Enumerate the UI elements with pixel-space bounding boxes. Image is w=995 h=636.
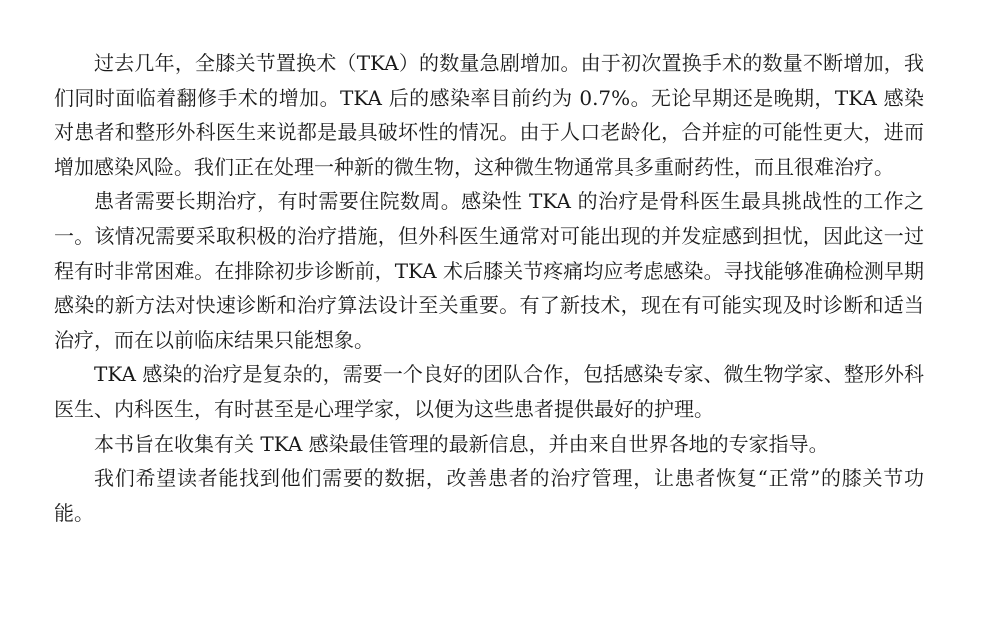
paragraph-1: 过去几年，全膝关节置换术（TKA）的数量急剧增加。由于初次置换手术的数量不断增加，我们同时面临着翻修手术的增加。TKA 后的感染率目前约为 0.7%。无论早期还是晚期，TKA 感染对患者和整形外科医生来说都是最具破坏性的情况。由于人口老龄化，合并症的可能性更大，进而增加感染风险。我们正在处理一种新的微生物，这种微生物通常具多重耐药性，而且很难治疗。 (54, 51, 924, 179)
paragraph-3: TKA 感染的治疗是复杂的，需要一个良好的团队合作，包括感染专家、微生物学家、整形外科医生、内科医生，有时甚至是心理学家，以便为这些患者提供最好的护理。 (54, 362, 924, 421)
body-text (54, 46, 924, 530)
paragraph-5: 我们希望读者能找到他们需要的数据，改善患者的治疗管理，让患者恢复“正常”的膝关节功能。 (54, 466, 924, 525)
paragraph-4: 本书旨在收集有关 TKA 感染最佳管理的最新信息，并由来自世界各地的专家指导。 (94, 431, 829, 456)
paragraph-2: 患者需要长期治疗，有时需要住院数周。感染性 TKA 的治疗是骨科医生最具挑战性的工作之一。该情况需要采取积极的治疗措施，但外科医生通常对可能出现的并发症感到担忧，因此这一过程有时非常困难。在排除初步诊断前，TKA 术后膝关节疼痛均应考虑感染。寻找能够准确检测早期感染的新方法对快速诊断和治疗算法设计至关重要。有了新技术，现在有可能实现及时诊断和适当治疗，而在以前临床结果只能想象。 (54, 189, 924, 352)
